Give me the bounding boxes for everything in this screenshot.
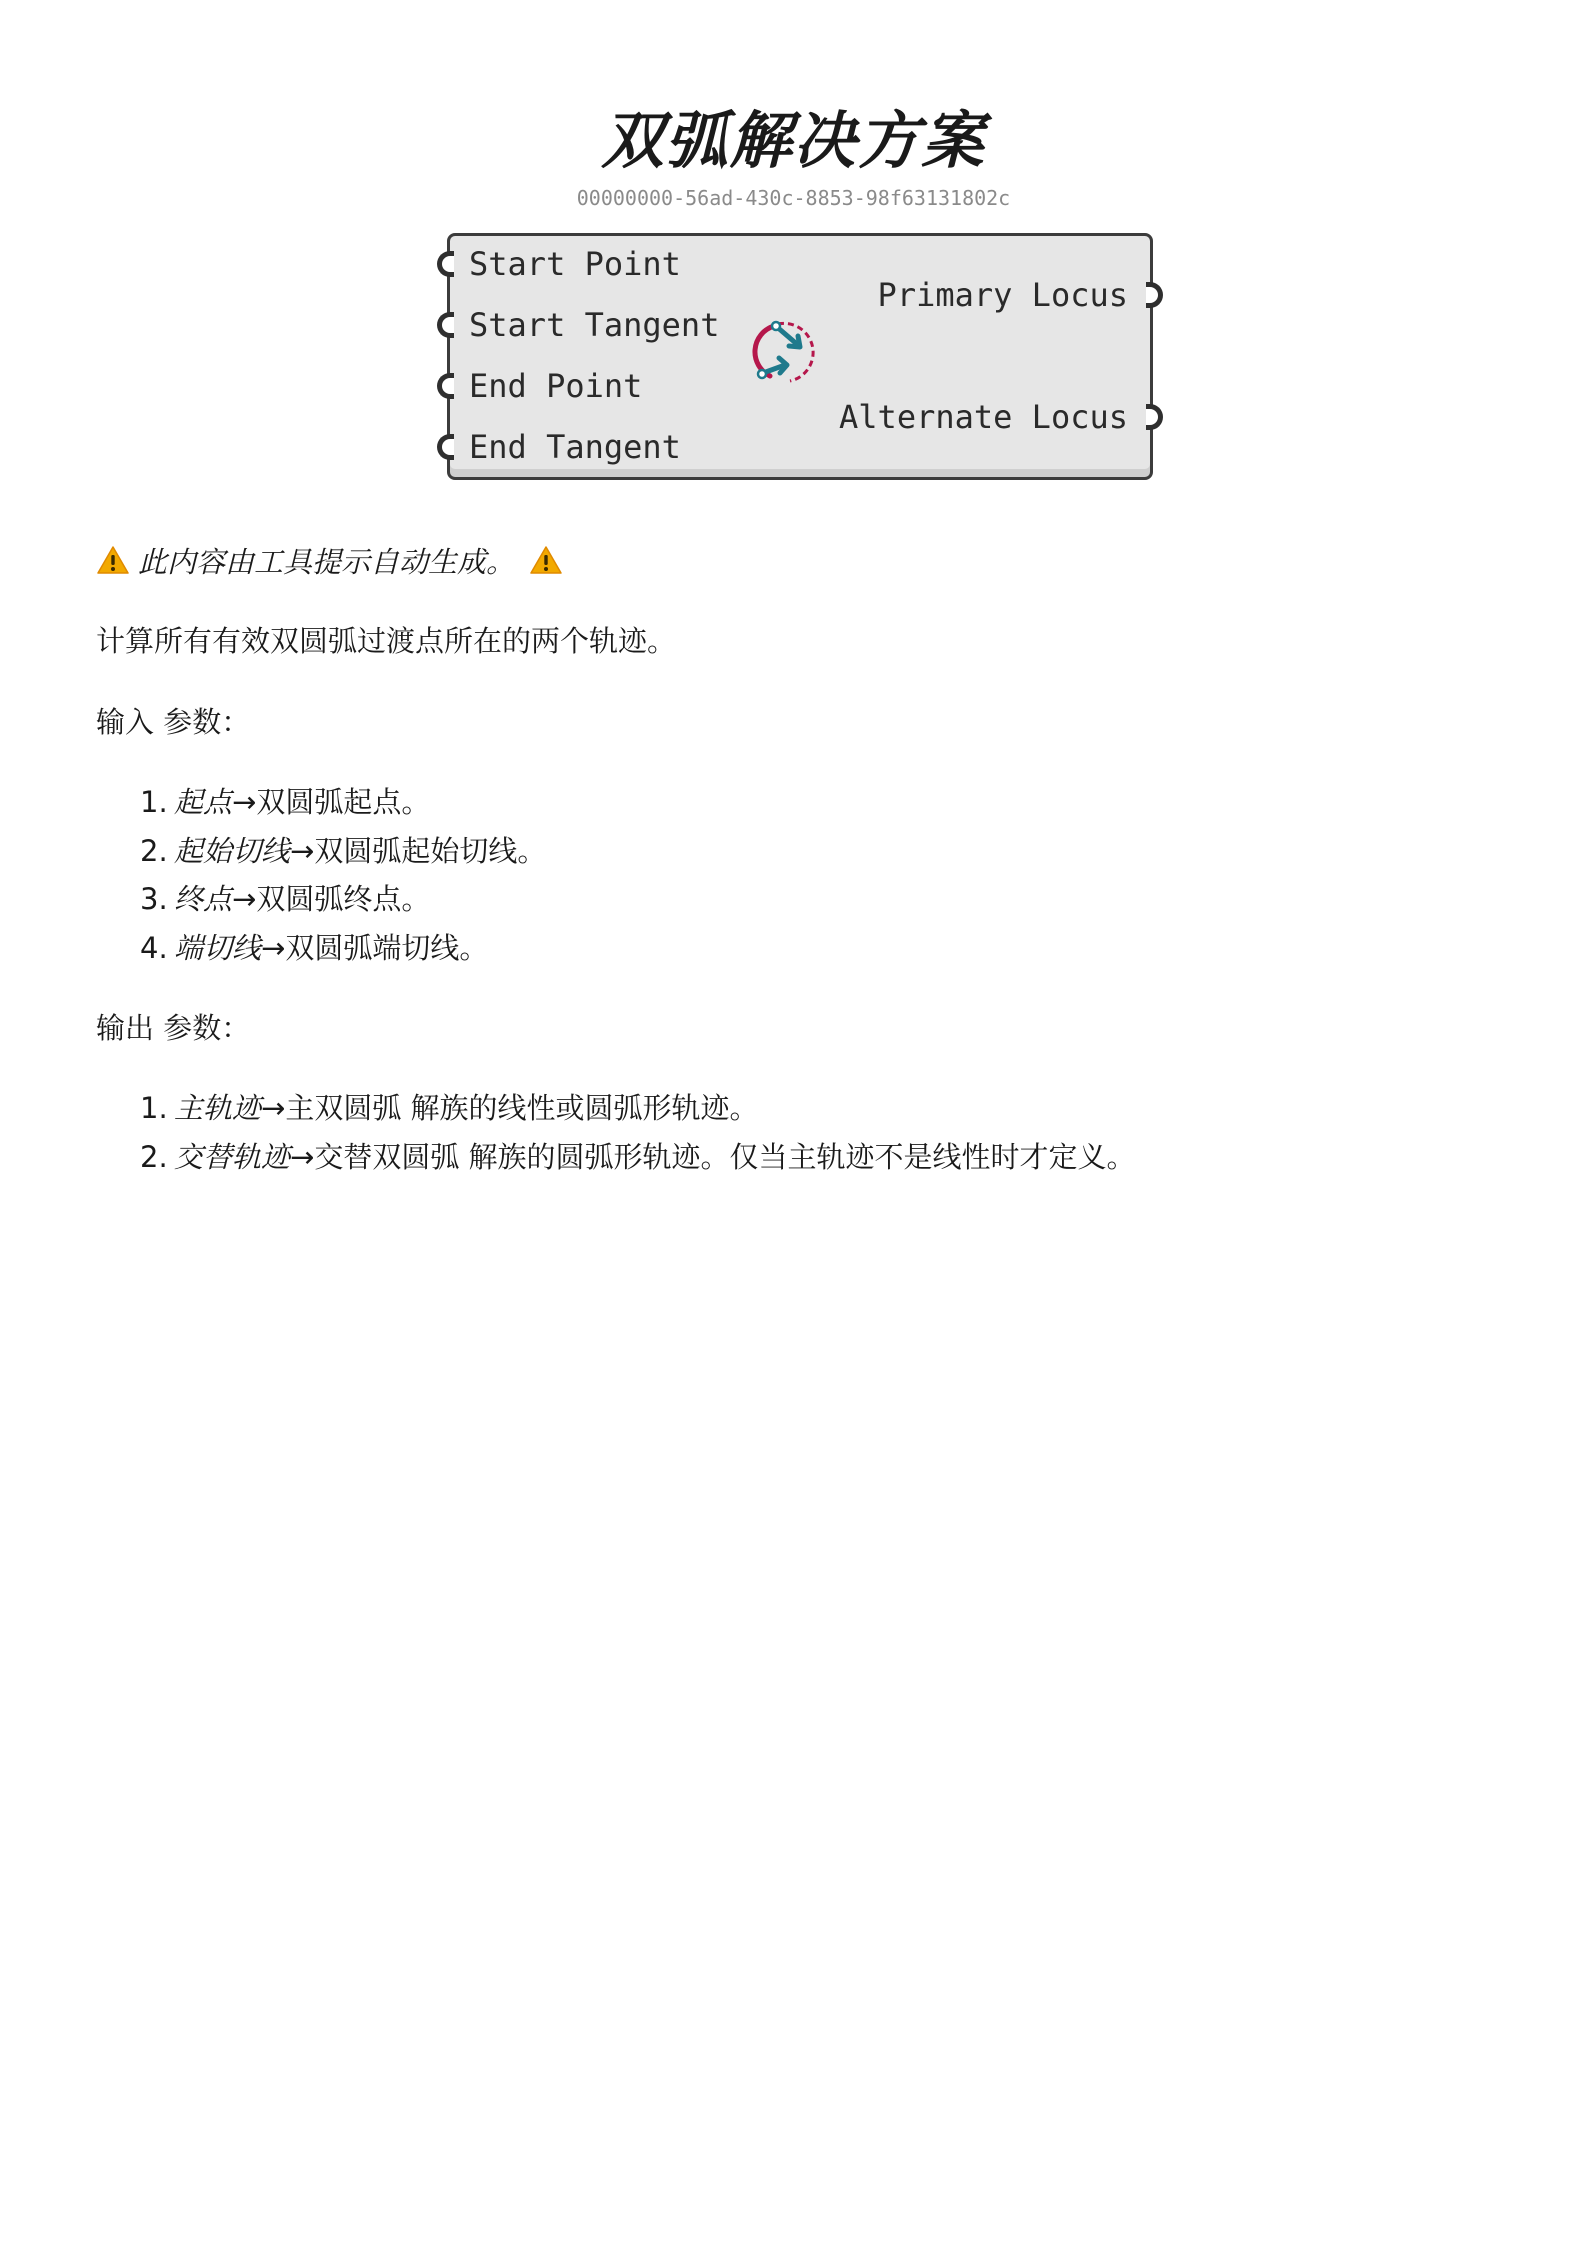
arrow: →: [232, 785, 257, 819]
output-label-primary-locus: Primary Locus: [877, 276, 1128, 314]
item-number: 2.: [140, 1139, 168, 1174]
param-description: 主双圆弧 解族的线性或圆弧形轨迹。: [285, 1091, 759, 1125]
list-item: [140, 1086, 1136, 1135]
biarc-solution-icon: [750, 318, 820, 388]
input-label-start-tangent: Start Tangent: [469, 306, 720, 344]
input-grip-start-tangent[interactable]: [437, 312, 454, 338]
page-title: 双弧解决方案: [601, 104, 986, 177]
param-name: 起始切线: [174, 833, 291, 868]
description: 计算所有有效双圆弧过渡点所在的两个轨迹。: [96, 624, 677, 658]
warning-icon: [96, 545, 130, 575]
param-description: 双圆弧终点。: [256, 882, 431, 916]
item-number: 2.: [140, 833, 168, 868]
inputs-heading: 输入 参数：: [96, 705, 251, 739]
arrow: →: [261, 1091, 286, 1125]
component-guid: 00000000-56ad-430c-8853-98f63131802c: [576, 186, 1011, 210]
output-grip-primary-locus[interactable]: [1146, 282, 1163, 308]
warning-icon: [529, 545, 563, 575]
list-item: [140, 1135, 1136, 1184]
list-item: [140, 780, 546, 829]
output-label-alternate-locus: Alternate Locus: [839, 398, 1128, 436]
outputs-list: [140, 1086, 1136, 1183]
outputs-heading: 输出 参数：: [96, 1011, 251, 1045]
param-description: 双圆弧端切线。: [285, 930, 489, 965]
auto-generated-notice: [96, 538, 563, 582]
input-label-start-point: Start Point: [469, 245, 681, 283]
list-item: [140, 877, 546, 926]
list-item: [140, 926, 546, 975]
param-name: 起点: [174, 785, 233, 819]
item-number: 3.: [140, 882, 168, 916]
input-grip-end-point[interactable]: [437, 373, 454, 399]
param-description: 双圆弧起始切线。: [314, 833, 547, 868]
notice-text: 此内容由工具提示自动生成。: [138, 544, 516, 579]
input-grip-start-point[interactable]: [437, 251, 454, 277]
inputs-list: [140, 780, 546, 974]
component-node[interactable]: [447, 233, 1153, 480]
item-number: 4.: [140, 930, 168, 965]
input-grip-end-tangent[interactable]: [437, 434, 454, 460]
param-name: 终点: [174, 882, 233, 916]
arrow: →: [290, 833, 315, 868]
output-grip-alternate-locus[interactable]: [1146, 404, 1163, 430]
param-description: 双圆弧起点。: [256, 785, 431, 819]
item-number: 1.: [140, 1091, 168, 1125]
arrow: →: [290, 1139, 315, 1174]
param-name: 主轨迹: [174, 1091, 262, 1125]
param-description: 交替双圆弧 解族的圆弧形轨迹。仅当主轨迹不是线性时才定义。: [314, 1139, 1136, 1174]
item-number: 1.: [140, 785, 168, 819]
arrow: →: [261, 930, 286, 965]
input-label-end-tangent: End Tangent: [469, 428, 681, 466]
param-name: 端切线: [174, 930, 262, 965]
arrow: →: [232, 882, 257, 916]
param-name: 交替轨迹: [174, 1139, 291, 1174]
input-label-end-point: End Point: [469, 367, 643, 405]
list-item: [140, 829, 546, 878]
